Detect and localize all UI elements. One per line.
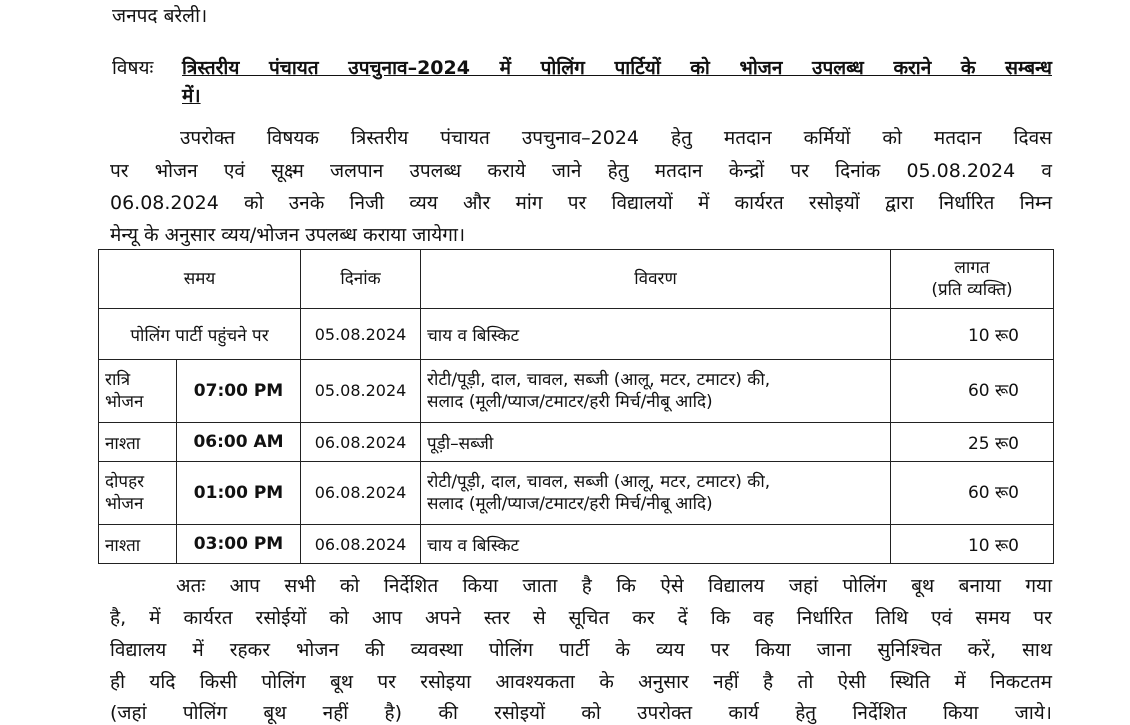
- paragraph-2-line-3: विद्यालय में रहकर भोजन की व्यवस्था पोलिंग पार्टी के व्यय पर किया जाना सुनिश्चित करें, साथ: [110, 639, 1052, 661]
- header-details: विवरण: [421, 250, 891, 309]
- paragraph-1-line-4: मेन्यू के अनुसार व्यय/भोजन उपलब्ध कराया जायेगा।: [110, 224, 466, 246]
- details-line-1: रोटी/पूड़ी, दाल, चावल, सब्जी (आलू, मटर, टमाटर) की,: [427, 472, 771, 492]
- details-cell: पूड़ी–सब्जी: [421, 423, 891, 462]
- cost-cell: 60 रू0: [891, 360, 1054, 423]
- paragraph-1-line-2: पर भोजन एवं सूक्ष्म जलपान उपलब्ध कराये जाने हेतु मतदान केन्द्रों पर दिनांक 05.08.2024 व: [110, 160, 1052, 182]
- cost-cell: 10 रू0: [891, 309, 1054, 360]
- subject-label: विषयः: [112, 57, 154, 79]
- meal-cell: रात्रि भोजन: [99, 360, 177, 423]
- header-cost: [891, 250, 1054, 309]
- paragraph-1-line-1: उपरोक्त विषयक त्रिस्तरीय पंचायत उपचुनाव–2024 हेतु मतदान कर्मियों को मतदान दिवस: [180, 127, 1052, 149]
- table-row: [99, 360, 1054, 423]
- time-cell: 07:00 PM: [177, 360, 301, 423]
- cost-cell: 10 रू0: [891, 525, 1054, 564]
- district-header: जनपद बरेली।: [112, 5, 208, 27]
- details-line-2: सलाद (मूली/प्याज/टमाटर/हरी मिर्च/नीबू आदि): [427, 392, 713, 412]
- details-line-1: रोटी/पूड़ी, दाल, चावल, सब्जी (आलू, मटर, टमाटर) की,: [427, 370, 771, 390]
- time-cell: 06:00 AM: [177, 423, 301, 462]
- cost-cell: 25 रू0: [891, 423, 1054, 462]
- paragraph-2-line-2: है, में कार्यरत रसोईयों को आप अपने स्तर से सूचित कर दें कि वह निर्धारित तिथि एवं समय पर: [110, 607, 1052, 629]
- meal-cell: दोपहर भोजन: [99, 462, 177, 525]
- date-cell: 06.08.2024: [301, 525, 421, 564]
- paragraph-2-line-5: (जहां पोलिंग बूथ नहीं है) की रसोइयों को उपरोक्त कार्य हेतु निर्देशित किया जाये।: [110, 702, 1052, 724]
- table-row: [99, 462, 1054, 525]
- date-cell: 05.08.2024: [301, 309, 421, 360]
- subject-text-line-2: में।: [182, 85, 201, 107]
- table-header-row: [99, 250, 1054, 309]
- date-cell: 06.08.2024: [301, 423, 421, 462]
- paragraph-2-line-4: ही यदि किसी पोलिंग बूथ पर रसोइया आवश्यकता के अनुसार नहीं है तो ऐसी स्थिति में निकटतम: [110, 671, 1052, 693]
- meal-cell: पोलिंग पार्टी पहुंचने पर: [99, 309, 301, 360]
- meal-cell: नाश्ता: [99, 525, 177, 564]
- table-row: [99, 423, 1054, 462]
- time-cell: 03:00 PM: [177, 525, 301, 564]
- cost-cell: 60 रू0: [891, 462, 1054, 525]
- details-cell: चाय व बिस्किट: [421, 525, 891, 564]
- header-cost-line-2: (प्रति व्यक्ति): [931, 280, 1013, 300]
- time-cell: 01:00 PM: [177, 462, 301, 525]
- paragraph-2-line-1: अतः आप सभी को निर्देशित किया जाता है कि ऐसे विद्यालय जहां पोलिंग बूथ बनाया गया: [176, 575, 1052, 597]
- details-cell: [421, 462, 891, 525]
- meal-cell: नाश्ता: [99, 423, 177, 462]
- details-cell: [421, 360, 891, 423]
- header-date: दिनांक: [301, 250, 421, 309]
- paragraph-1-line-3: 06.08.2024 को उनके निजी व्यय और मांग पर विद्यालयों में कार्यरत रसोइयों द्वारा निर्धारित निम्न: [110, 192, 1052, 214]
- meal-menu-table: [98, 249, 1054, 564]
- details-line-2: सलाद (मूली/प्याज/टमाटर/हरी मिर्च/नीबू आदि): [427, 494, 713, 514]
- subject-text-line-1: त्रिस्तरीय पंचायत उपचुनाव–2024 में पोलिंग पार्टियों को भोजन उपलब्ध कराने के सम्बन्ध: [182, 57, 1052, 79]
- header-cost-line-1: लागत: [954, 258, 990, 278]
- details-cell: चाय व बिस्किट: [421, 309, 891, 360]
- header-time: समय: [99, 250, 301, 309]
- date-cell: 05.08.2024: [301, 360, 421, 423]
- table-row: [99, 525, 1054, 564]
- date-cell: 06.08.2024: [301, 462, 421, 525]
- table-row: [99, 309, 1054, 360]
